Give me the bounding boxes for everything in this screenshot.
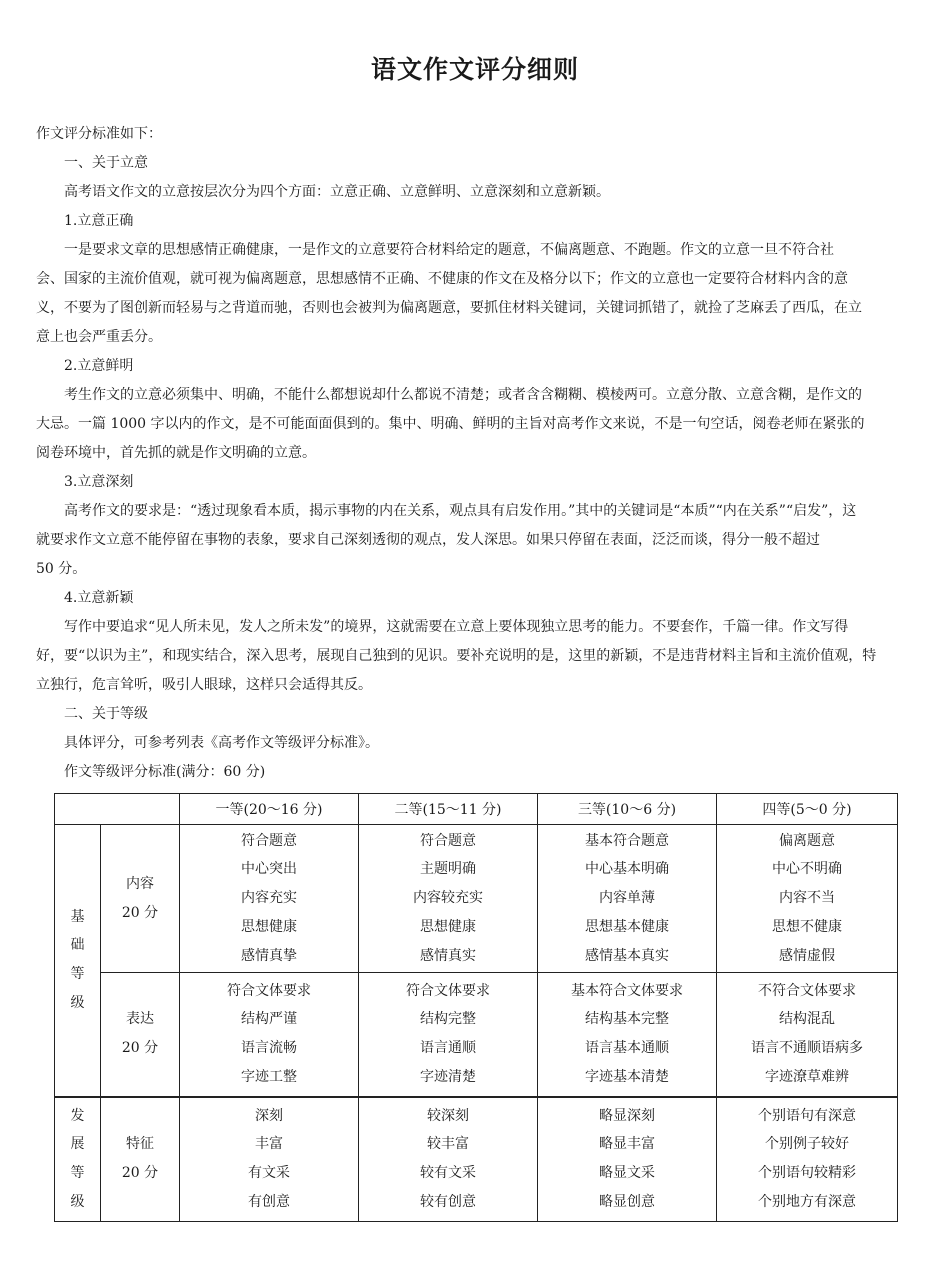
table-cell: 较深刻 较丰富 较有文采 较有创意 (359, 1097, 538, 1222)
table-cell: 偏离题意 中心不明确 内容不当 思想不健康 感情虚假 (717, 825, 898, 973)
row-label-expression: 表达 20 分 (101, 973, 180, 1097)
table-header-row (55, 794, 898, 825)
row-label-feature: 特征 20 分 (101, 1097, 180, 1222)
table-row (55, 973, 898, 1097)
table-cell: 基本符合题意 中心基本明确 内容单薄 思想基本健康 感情基本真实 (538, 825, 717, 973)
table-row (55, 1097, 898, 1222)
item1-line: 会、国家的主流价值观，就可视为偏离题意，思想感情不正确、不健康的作文在及格分以下；作文的立意也一定要符合材料内含的意 (36, 271, 848, 287)
table-cell: 深刻 丰富 有文采 有创意 (180, 1097, 359, 1222)
group-label-basic: 基 础 等 级 (55, 825, 101, 1097)
page-title: 语文作文评分细则 (370, 55, 579, 84)
item2-heading: 2.立意鲜明 (64, 358, 134, 374)
group-label-development: 发 展 等 级 (55, 1097, 101, 1222)
item1-line: 意上也会严重丢分。 (36, 329, 162, 345)
item3-line: 就要求作文立意不能停留在事物的表象，要求自己深刻透彻的观点，发人深思。如果只停留在表面，泛泛而谈，得分一般不超过 (36, 532, 820, 548)
item4-line: 写作中要追求“见人所未见，发人之所未发”的境界，这就需要在立意上要体现独立思考的能力。不要套作，千篇一律。作文写得 (64, 619, 849, 635)
table-caption: 作文等级评分标准(满分：60 分) (64, 764, 266, 780)
item4-line: 立独行，危言耸听，吸引人眼球，这样只会适得其反。 (36, 677, 372, 693)
table-cell: 不符合文体要求 结构混乱 语言不通顺语病多 字迹潦草难辨 (717, 973, 898, 1097)
item2-line: 大忌。一篇 1000 字以内的作文，是不可能面面俱到的。集中、明确、鲜明的主旨对高考作文来说，不是一句空话，阅卷老师在紧张的 (36, 416, 865, 432)
table-cell: 符合题意 主题明确 内容较充实 思想健康 感情真实 (359, 825, 538, 973)
table-cell: 符合文体要求 结构严谨 语言流畅 字迹工整 (180, 973, 359, 1097)
section2-heading: 二、关于等级 (64, 706, 148, 722)
grading-table (54, 793, 898, 1222)
header-grade-1: 一等(20～16 分) (180, 794, 359, 825)
item4-heading: 4.立意新颖 (64, 590, 134, 606)
header-grade-4: 四等(5～0 分) (717, 794, 898, 825)
item3-heading: 3.立意深刻 (64, 474, 134, 490)
item2-line: 考生作文的立意必须集中、明确，不能什么都想说却什么都说不清楚；或者含含糊糊、模棱两可。立意分散、立意含糊，是作文的 (64, 387, 862, 403)
item1-line: 一是要求文章的思想感情正确健康，一是作文的立意要符合材料给定的题意，不偏离题意、不跑题。作文的立意一旦不符合社 (64, 242, 834, 258)
item3-line: 高考作文的要求是：“透过现象看本质，揭示事物的内在关系，观点具有启发作用。”其中的关键词是“本质”“内在关系”“启发”，这 (64, 503, 857, 519)
table-cell: 基本符合文体要求 结构基本完整 语言基本通顺 字迹基本清楚 (538, 973, 717, 1097)
item1-heading: 1.立意正确 (64, 213, 134, 229)
section1-heading: 一、关于立意 (64, 155, 148, 171)
table-cell: 符合题意 中心突出 内容充实 思想健康 感情真挚 (180, 825, 359, 973)
item3-line: 50 分。 (36, 561, 87, 577)
table-corner-cell (55, 794, 180, 825)
item1-line: 义，不要为了图创新而轻易与之背道而驰，否则也会被判为偏离题意，要抓住材料关键词，关键词抓错了，就捡了芝麻丢了西瓜，在立 (36, 300, 862, 316)
table-cell: 个别语句有深意 个别例子较好 个别语句较精彩 个别地方有深意 (717, 1097, 898, 1222)
table-cell: 符合文体要求 结构完整 语言通顺 字迹清楚 (359, 973, 538, 1097)
header-grade-2: 二等(15～11 分) (359, 794, 538, 825)
table-row (55, 825, 898, 973)
section1-lead: 高考语文作文的立意按层次分为四个方面：立意正确、立意鲜明、立意深刻和立意新颖。 (64, 184, 610, 200)
header-grade-3: 三等(10～6 分) (538, 794, 717, 825)
item4-line: 好，要“以识为主”，和现实结合，深入思考，展现自己独到的见识。要补充说明的是，这里的新颖，不是违背材料主旨和主流价值观，特 (36, 648, 877, 664)
intro-line: 作文评分标准如下： (36, 126, 162, 142)
document-body (36, 120, 916, 787)
item2-line: 阅卷环境中，首先抓的就是作文明确的立意。 (36, 445, 316, 461)
section2-line: 具体评分，可参考列表《高考作文等级评分标准》。 (64, 735, 379, 751)
row-label-content: 内容 20 分 (101, 825, 180, 973)
table-cell: 略显深刻 略显丰富 略显文采 略显创意 (538, 1097, 717, 1222)
